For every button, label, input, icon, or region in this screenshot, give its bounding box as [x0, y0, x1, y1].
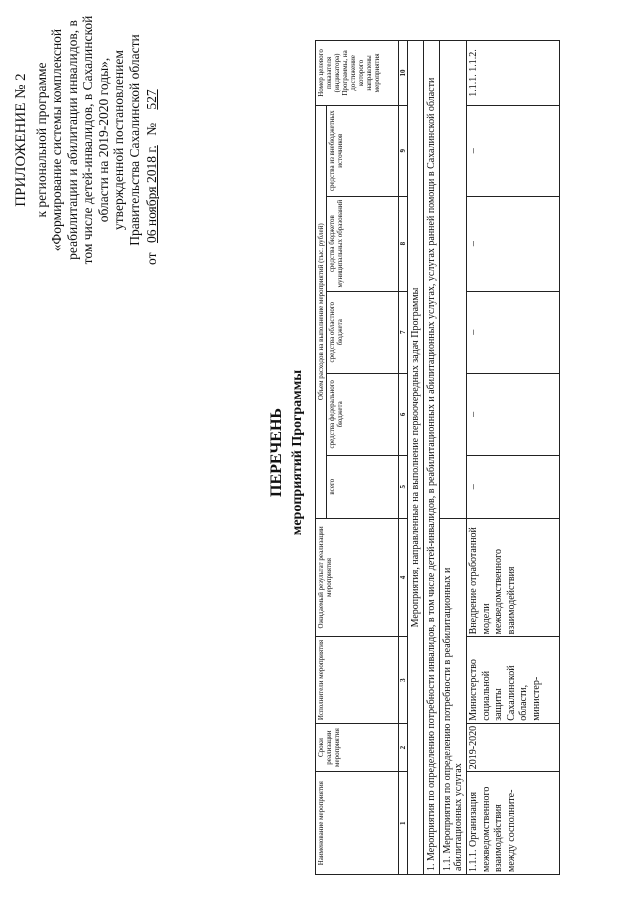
section-title: Мероприятия, направленные на выполнение первоочередных задач Программы — [408, 41, 424, 875]
appendix-text: к региональной программе «Формирование системы комплексной реабилитации и абилитации инвалидов, в том числе детей-инвалидов, в Сахалинской области на 2019-2020 годы», утвержденной постановлением Правительства Сахалинской области — [33, 15, 142, 265]
column-number-row — [399, 41, 408, 875]
row-extra: – — [467, 105, 560, 196]
header-result: Ожидаемый результат реализации мероприятия — [316, 518, 399, 637]
subsection-row — [424, 41, 440, 875]
measures-table — [315, 40, 560, 875]
header-period: Сроки реализации мероприятия — [316, 723, 399, 772]
row-federal: – — [467, 373, 560, 455]
header-total: всего — [327, 455, 399, 518]
column-number: 6 — [399, 373, 408, 455]
appendix-title: ПРИЛОЖЕНИЕ № 2 — [13, 73, 29, 207]
subsection-1-1-blank — [440, 41, 467, 519]
row-executors: Министерство социальной защиты Сахалинской области, министер- — [467, 637, 560, 723]
header-executors: Исполнители мероприятия — [316, 637, 399, 723]
column-number: 1 — [399, 772, 408, 875]
row-result: Внедрение отработанной модели межведомственного взаимодействия — [467, 518, 560, 637]
document-title: ПЕРЕЧЕНЬ — [268, 408, 285, 497]
number-label: № — [144, 122, 159, 136]
subsection-1-title: 1. Мероприятия по определению потребности инвалидов, в том числе детей-инвалидов, в реабилитационных и абилитационных услугах, услугах ранней помощи в Сахалинской области — [424, 41, 440, 875]
subsection-1-1-title: 1.1. Мероприятия по определению потребности в реабилитационных и абилитационных услугах — [440, 518, 467, 874]
row-total: – — [467, 455, 560, 518]
subsection-row — [440, 41, 467, 875]
appendix-number: 527 — [144, 89, 159, 110]
header-name: Наименование мероприятия — [316, 772, 399, 875]
document-subtitle: мероприятий Программы — [290, 369, 305, 536]
header-federal: средства федерального бюджета — [327, 373, 399, 455]
from-label: от — [144, 252, 159, 265]
row-indicator: 1.1.1. 1.1.2. — [467, 41, 560, 106]
section-row — [408, 41, 424, 875]
row-regional: – — [467, 291, 560, 373]
header-municipal: средства бюджетов муниципальных образований — [327, 196, 399, 291]
column-number: 2 — [399, 723, 408, 772]
table-row — [467, 41, 560, 875]
header-indicator: Номер целевого показателя (индикатора) Программы, на достижение которого направлены мероприятия — [316, 41, 399, 106]
header-regional: средства областного бюджета — [327, 291, 399, 373]
appendix-date: 06 ноября 2018 г. — [144, 145, 159, 244]
column-number: 7 — [399, 291, 408, 373]
column-number: 3 — [399, 637, 408, 723]
column-number: 5 — [399, 455, 408, 518]
column-number: 8 — [399, 196, 408, 291]
row-name: 1.1.1. Организация межведомственного взаимодействия между сосполните- — [467, 772, 560, 875]
header-extra: средства из внебюджетных источников — [327, 105, 399, 196]
appendix-dateline — [144, 15, 160, 265]
row-period: 2019-2020 — [467, 723, 560, 772]
column-number: 10 — [399, 41, 408, 106]
appendix-block — [14, 15, 160, 265]
header-funding-group: Объем расходов на выполнение мероприятий (тыс. рублей) — [316, 105, 327, 518]
row-municipal: – — [467, 196, 560, 291]
column-number: 9 — [399, 105, 408, 196]
header-row-1 — [316, 41, 327, 875]
column-number: 4 — [399, 518, 408, 637]
